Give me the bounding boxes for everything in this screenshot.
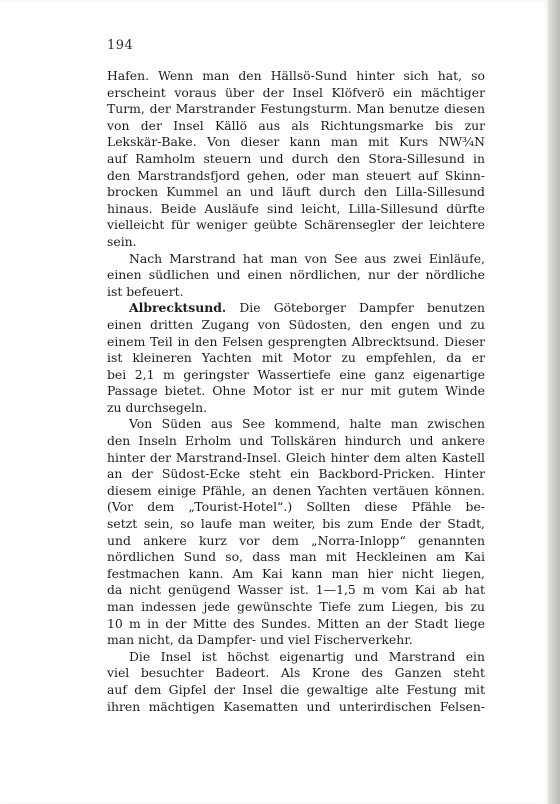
text-line: brocken Kummel an und läuft durch den Lilla-Sillesund: [107, 184, 485, 200]
text-line: Turm, der Marstrander Festungsturm. Man benutze diesen: [107, 101, 485, 117]
text-line: man nicht, da Dampfer- und viel Fischerverkehr.: [107, 632, 413, 648]
text-line: ihren mächtigen Kasematten und unterirdischen Felsen-: [107, 698, 485, 714]
page-edge-shadow: [548, 0, 560, 804]
text-line: setzt sein, so laufe man weiter, bis zum Ende der Stadt,: [107, 516, 485, 532]
text-line: ist kleineren Yachten mit Motor zu empfehlen, da er: [107, 350, 485, 366]
text-line: sein.: [107, 233, 137, 249]
text-line: Die Insel ist höchst eigenartig und Marstrand ein: [129, 648, 485, 664]
text-line: einen dritten Zugang von Südosten, den engen und zu: [107, 316, 485, 332]
text-line: ist befeuert.: [107, 283, 184, 299]
text-line: den Marstrandsfjord gehen, oder man steuert auf Skinn-: [107, 167, 485, 183]
text-line: den Inseln Erholm und Tollskären hindurch und ankere: [107, 433, 485, 449]
text-line: nördlichen Sund so, dass man mit Heckleinen am Kai: [107, 549, 485, 565]
text-line: Lekskär-Bake. Von dieser kann man mit Kurs NW¾N: [107, 134, 485, 150]
text-line: hinaus. Beide Ausläufe sind leicht, Lilla-Sillesund dürfte: [107, 200, 485, 216]
text-line: Passage bietet. Ohne Motor ist er nur mit gutem Winde: [107, 383, 485, 399]
text-line-rest: Die Göteborger Dampfer benutzen: [226, 300, 485, 316]
text-line: zu durchsegeln.: [107, 399, 208, 415]
text-line: einem Teil in den Felsen gesprengten Albrecktsund. Dieser: [107, 333, 485, 349]
text-line: einen südlichen und einen nördlichen, nur der nördliche: [107, 267, 485, 283]
text-line: [107, 300, 485, 317]
text-line: 10 m in der Mitte des Sundes. Mitten an der Stadt liege: [107, 615, 485, 631]
text-line: von der Insel Källö aus als Richtungsmarke bis zur: [107, 117, 485, 133]
text-line: bei 2,1 m geringster Wassertiefe eine ganz eigenartige: [107, 366, 485, 382]
text-line: viel besuchter Badeort. Als Krone des Ganzen steht: [107, 665, 485, 681]
text-line: auf dem Gipfel der Insel die gewaltige alte Festung mit: [107, 681, 485, 697]
body-text: [107, 68, 485, 715]
text-line: und ankere kurz vor dem „Norra-Inlopp“ genannten: [107, 532, 485, 548]
section-heading-term: Albrecktsund.: [129, 300, 227, 316]
text-line: hinter der Marstrand-Insel. Gleich hinter dem alten Kastell: [107, 449, 485, 465]
page-number: 194: [107, 38, 134, 53]
text-line: auf Ramholm steuern und durch den Stora-Sillesund in: [107, 150, 485, 166]
text-line: erscheint voraus über der Insel Klöfverö ein mächtiger: [107, 84, 485, 100]
text-line: diesem einige Pfähle, an denen Yachten vertäuen können.: [107, 482, 485, 498]
text-line: Von Süden aus See kommend, halte man zwischen: [129, 416, 485, 432]
text-line: Nach Marstrand hat man von See aus zwei Einläufe,: [129, 250, 485, 266]
text-line: an der Südost-Ecke steht ein Backbord-Pricken. Hinter: [107, 466, 485, 482]
text-line: vielleicht für weniger geübte Schärensegler der leichtere: [107, 217, 485, 233]
text-line: da nicht genügend Wasser ist. 1—1,5 m vom Kai ab hat: [107, 582, 485, 598]
text-line: (Vor dem „Tourist-Hotel“.) Sollten diese Pfähle be-: [107, 499, 485, 515]
text-line: man indessen jede gewünschte Tiefe zum Liegen, bis zu: [107, 599, 485, 614]
text-line: festmachen kann. Am Kai kann man hier nicht liegen,: [107, 565, 485, 581]
text-line: Hafen. Wenn man den Hällsö-Sund hinter sich hat, so: [107, 68, 485, 83]
